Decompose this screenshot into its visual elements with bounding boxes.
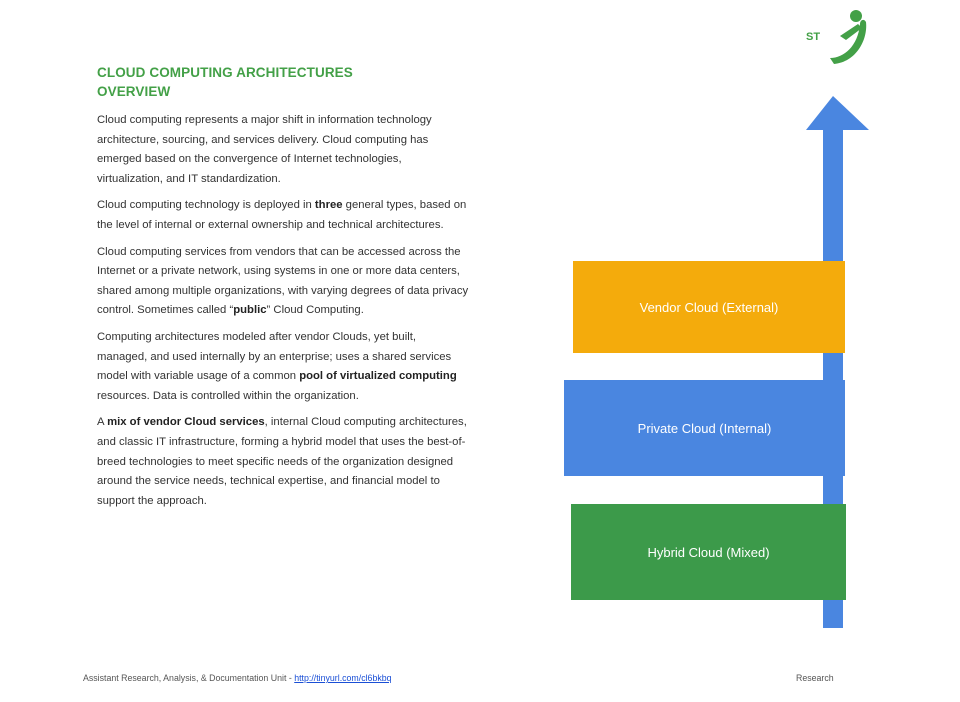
paragraph-private-cloud (97, 328, 469, 406)
vendor-cloud-label: Vendor Cloud (External) (639, 299, 779, 315)
paragraph-types-text-a: Cloud computing technology is deployed in (97, 199, 315, 212)
footer (83, 673, 392, 683)
footer-text: Assistant Research, Analysis, & Documentation Unit - (83, 673, 295, 683)
paragraph-types (97, 196, 469, 235)
title-line-2: OVERVIEW (97, 84, 171, 99)
paragraph-hybrid-text-c: , internal Cloud computing architectures, and classic IT infrastructure, forming a hybrid model that uses the best-of-breed technologies to meet specific needs of the organization designed around the service needs, technical expertise, and financial model to support the approach. (97, 416, 467, 507)
hybrid-cloud-label: Hybrid Cloud (Mixed) (647, 544, 770, 560)
paragraph-types-text-c: general types, based on the level of internal or external ownership and technical architectures. (97, 199, 467, 231)
paragraph-private-bold: pool of virtualized computing (299, 370, 457, 383)
vendor-cloud-box (573, 261, 845, 353)
paragraph-private-text-c: resources. Data is controlled within the organization. (97, 389, 359, 402)
paragraph-public-text-a: Cloud computing services from vendors that can be accessed across the Internet or a private network, using systems in one or more data centers, shared among multiple organizations, with varying degrees of data privacy control. Sometimes called “ (97, 245, 469, 317)
logo-icon (800, 6, 876, 66)
title-line-1: CLOUD COMPUTING ARCHITECTURES (97, 65, 353, 80)
paragraph-hybrid-text-a: A (97, 416, 108, 429)
logo-text: ST (806, 31, 821, 43)
paragraph-overview (97, 111, 469, 189)
paragraph-types-bold: three (314, 199, 343, 212)
footer-link[interactable]: http://tinyurl.com/cl6bkbq (294, 673, 392, 683)
paragraph-public-text-c: ” Cloud Computing. (266, 304, 364, 317)
private-cloud-label: Private Cloud (Internal) (637, 420, 772, 436)
paragraph-private-text-a: Computing architectures modeled after vendor Clouds, yet built, managed, and used internally by an enterprise; uses a shared services model with variable usage of a common (97, 330, 452, 383)
paragraph-overview-text: Cloud computing represents a major shift in information technology architecture, sourcing, and services delivery. Cloud computing has emerged based on the convergence of Internet technologies, virtualization, and IT standardization. (97, 114, 432, 185)
paragraph-hybrid-cloud (97, 413, 469, 511)
hybrid-cloud-box (571, 504, 846, 600)
paragraph-hybrid-bold: mix of vendor Cloud services (107, 416, 265, 429)
paragraph-public-cloud (97, 243, 469, 321)
page-title (97, 63, 477, 101)
paragraph-public-bold: public (233, 304, 267, 317)
body-text (97, 111, 469, 518)
footer-section-label: Research (796, 673, 834, 683)
private-cloud-box (564, 380, 845, 476)
